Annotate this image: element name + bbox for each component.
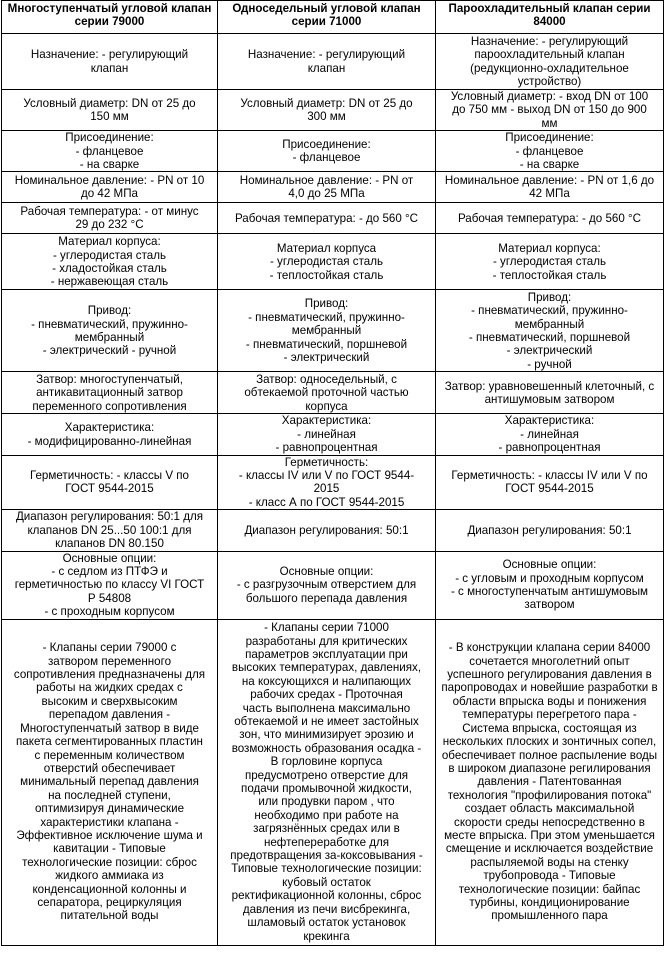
- cell-line: предотвращения за-коксовывания -: [230, 849, 423, 863]
- cell-line: - хладостойкая сталь: [52, 261, 167, 275]
- cell-line: большого перепада давления: [245, 591, 408, 605]
- cell-purpose-series-84000: [436, 34, 664, 90]
- cell-line: Материал корпуса: [276, 241, 377, 255]
- cell-line: - фланцевое: [292, 151, 361, 165]
- cell-line: - В конструкции клапана серии 84000: [448, 641, 651, 655]
- cell-line: Затвор: односедельный, с: [256, 372, 397, 386]
- cell-line: обтекаемой и не имеет застойных: [234, 715, 419, 728]
- cell-line: - с многоступенчатым антишумовым: [450, 585, 649, 599]
- cell-line: Условный диаметр: - вход DN от 100: [450, 90, 649, 103]
- cell-line: - пневматический, пружинно-: [248, 310, 405, 324]
- cell-characteristic-series-84000: [436, 414, 664, 455]
- cell-line: Диапазон регулирования: 50:1: [244, 523, 409, 537]
- cell-line: Назначение: - регулирующий: [30, 48, 189, 62]
- cell-purpose-series-79000: [2, 34, 218, 90]
- cell-line: технологические позиции: байпас: [458, 882, 641, 896]
- cell-line: высоким и сверхвысоким: [41, 694, 178, 708]
- cell-line: загрязнённых средах или в: [253, 822, 400, 836]
- cell-line: Рабочая температура: - до 560 °C: [457, 211, 642, 225]
- cell-line: предусмотрено отверстие для: [244, 768, 409, 782]
- cell-line: - линейная: [297, 427, 356, 441]
- row-actuator: [2, 290, 664, 372]
- cell-line: - электрический - ручной: [42, 344, 177, 358]
- cell-line: Присоединение:: [505, 131, 594, 145]
- cell-trim-series-84000: [436, 372, 664, 414]
- cell-line: ректификационной колонны, сброс: [231, 889, 422, 903]
- row-main-options: [2, 551, 664, 619]
- cell-rangeability-series-84000: [436, 510, 664, 551]
- cell-line: пакета сегментированных пластин: [16, 735, 203, 749]
- cell-line: Герметичность:: [284, 455, 369, 469]
- cell-line: мембранный: [291, 324, 362, 338]
- cell-line: - углеродистая сталь: [52, 248, 167, 262]
- cell-line: Р 54808: [87, 591, 132, 605]
- cell-line: месте впрыска. При этом уменьшается: [444, 828, 655, 842]
- cell-line: Рабочая температура: - от минус: [20, 205, 199, 219]
- cell-line: - ручной: [527, 357, 572, 371]
- cell-line: - пневматический, поршневой: [468, 330, 631, 344]
- cell-line: переменного сопротивления: [32, 399, 187, 413]
- cell-line: давления - Патентованная: [477, 775, 622, 789]
- row-tightness: [2, 455, 664, 510]
- cell-line: ГОСТ 9544-2015: [505, 482, 594, 496]
- cell-line: зон, что минимизирует эрозию и: [239, 728, 414, 742]
- cell-line: Основные опции:: [279, 564, 374, 578]
- cell-line: сочетается многолетний опыт: [469, 654, 630, 668]
- cell-line: распыляемой воды на стенку: [470, 855, 629, 869]
- cell-line: - теплостойкая сталь: [269, 268, 384, 282]
- cell-tightness-series-84000: [436, 455, 664, 510]
- cell-line: перепадом давления -: [48, 708, 171, 722]
- cell-line: - линейная: [520, 427, 579, 441]
- cell-line: антишумовым затвором: [484, 392, 615, 406]
- cell-line: до 750 мм - выход DN от 150 до 900: [452, 103, 647, 117]
- cell-line: кубовый остаток: [282, 875, 371, 889]
- cell-main-options-series-79000: [2, 551, 218, 619]
- cell-line: на последней ступени,: [48, 788, 171, 802]
- header-series-79000: Многоступенчатый угловой клапан серии 79000: [2, 1, 218, 34]
- cell-line: Присоединение:: [282, 137, 371, 151]
- cell-line: Номинальное давление: - PN от: [239, 174, 414, 188]
- cell-line: области впрыска воды и понижения: [452, 694, 647, 708]
- cell-line: - пневматический, пружинно-: [31, 317, 188, 331]
- cell-line: Материал корпуса:: [498, 241, 601, 255]
- cell-line: 42 МПа: [529, 187, 570, 201]
- cell-line: создает область максимальной: [464, 802, 635, 816]
- cell-line: нескольких плоских и зонтичных сопел,: [442, 735, 657, 749]
- cell-description-series-84000: [436, 619, 664, 945]
- cell-body-material-series-79000: [2, 234, 218, 290]
- valve-comparison-table: [1, 0, 664, 946]
- cell-line: минимальный перепад давления: [20, 775, 199, 789]
- cell-purpose-series-71000: [218, 34, 436, 90]
- cell-line: Основные опции:: [62, 551, 157, 565]
- cell-line: работы на жидких средах с: [36, 681, 183, 695]
- cell-line: подачи промывочной жидкости,: [241, 782, 412, 796]
- cell-line: Диапазон регулирования: 50:1 для: [15, 510, 204, 524]
- cell-rangeability-series-79000: [2, 510, 218, 551]
- cell-line: оптимизируя динамические: [34, 802, 185, 816]
- cell-line: необходимо при работе на: [254, 808, 399, 822]
- row-description: [2, 619, 664, 945]
- cell-connection-series-79000: [2, 131, 218, 172]
- cell-line: Рабочая температура: - до 560 °C: [234, 211, 419, 225]
- cell-line: питательной воды: [60, 909, 159, 923]
- cell-nominal-diameter-series-84000: [436, 90, 664, 131]
- cell-line: Привод:: [527, 290, 572, 304]
- cell-line: - пневматический, поршневой: [245, 337, 408, 351]
- cell-line: Характеристика:: [64, 421, 155, 435]
- cell-description-series-79000: [2, 619, 218, 945]
- cell-line: давления из печи висбрекинга,: [242, 902, 411, 916]
- row-purpose: [2, 34, 664, 90]
- cell-line: - равнопроцентная: [498, 441, 601, 455]
- cell-line: мембранный: [514, 317, 585, 331]
- cell-line: Условный диаметр: DN от 25 до: [240, 96, 413, 110]
- cell-line: отверстий обеспечивает: [43, 761, 176, 775]
- cell-line: - углеродистая сталь: [492, 255, 607, 269]
- cell-line: затвором переменного: [47, 654, 172, 668]
- cell-nominal-pressure-series-84000: [436, 172, 664, 203]
- cell-line: клапанов DN 25...50 100:1 для: [27, 523, 192, 537]
- cell-rangeability-series-71000: [218, 510, 436, 551]
- cell-line: трубопровода - Типовые: [483, 869, 616, 883]
- cell-tightness-series-79000: [2, 455, 218, 510]
- cell-line: температуры перегретого пара -: [462, 708, 637, 722]
- cell-line: Затвор: уравновешенный клеточный, с: [444, 379, 655, 393]
- cell-line: - на сварке: [79, 158, 140, 172]
- cell-line: Характеристика:: [504, 414, 595, 428]
- cell-line: шламовый остаток установок: [247, 916, 406, 930]
- cell-line: - нержавеющая сталь: [50, 275, 169, 289]
- cell-line: 2015: [313, 482, 340, 496]
- cell-line: с переменным количеством: [34, 748, 185, 762]
- cell-line: - с седлом из ПТФЭ и: [51, 564, 168, 578]
- row-characteristic: [2, 414, 664, 455]
- cell-line: Герметичность: - классы V по: [29, 469, 190, 483]
- cell-line: обеспечивает полное распыление воды: [441, 748, 658, 762]
- cell-line: Основные опции:: [502, 558, 597, 572]
- cell-line: Характеристика:: [281, 414, 372, 428]
- cell-line: на коксующихся и налипающих: [241, 674, 412, 688]
- row-nominal-pressure: [2, 172, 664, 203]
- cell-line: - теплостойкая сталь: [492, 268, 607, 282]
- header-series-84000: Пароохладительный клапан серии 84000: [436, 1, 664, 34]
- cell-line: устройство): [517, 74, 582, 88]
- cell-line: 150 мм: [90, 110, 129, 124]
- cell-operating-temperature-series-79000: [2, 203, 218, 234]
- row-rangeability: [2, 510, 664, 551]
- cell-main-options-series-71000: [218, 551, 436, 619]
- cell-line: разработаны для критических: [245, 634, 408, 648]
- cell-line: - с разгрузочным отверстием для: [236, 578, 417, 592]
- cell-line: - класс А по ГОСТ 9544-2015: [248, 495, 405, 509]
- cell-line: клапан: [307, 61, 346, 75]
- cell-nominal-diameter-series-79000: [2, 90, 218, 131]
- cell-nominal-diameter-series-71000: [218, 90, 436, 131]
- cell-line: кавитации - Типовые: [53, 842, 166, 856]
- cell-line: мембранный: [74, 330, 145, 344]
- cell-line: - равнопроцентная: [275, 441, 378, 455]
- cell-line: 300 мм: [307, 110, 346, 124]
- cell-line: Условный диаметр: DN от 25 до: [23, 96, 196, 110]
- cell-line: крекинга: [303, 929, 350, 943]
- cell-description-series-71000: [218, 619, 436, 945]
- cell-line: паропроводах и новейшие разработки в: [441, 681, 658, 695]
- cell-line: Номинальное давление: - PN от 1,6 до: [444, 174, 655, 188]
- cell-characteristic-series-79000: [2, 414, 218, 455]
- cell-line: корпуса: [305, 399, 348, 413]
- cell-line: - классы IV или V по ГОСТ 9544-: [238, 469, 415, 483]
- cell-connection-series-71000: [218, 131, 436, 172]
- cell-line: 4,0 до 25 МПа: [288, 187, 365, 201]
- cell-line: Герметичность: - классы IV или V по: [451, 469, 648, 483]
- cell-line: или продувки паром , что: [258, 795, 395, 809]
- header-series-71000: Односедельный угловой клапан серии 71000: [218, 1, 436, 34]
- cell-line: пароохладительный клапан: [474, 48, 625, 62]
- cell-line: технологические позиции: сброс: [22, 855, 197, 869]
- cell-operating-temperature-series-71000: [218, 203, 436, 234]
- cell-line: конденсационной колонны и: [32, 882, 187, 896]
- cell-line: успешного регулирования давления в: [447, 668, 652, 682]
- cell-line: жидкого аммиака из: [55, 869, 164, 883]
- cell-line: Присоединение:: [65, 131, 154, 145]
- cell-line: часть выполнена максимально: [242, 701, 411, 715]
- cell-line: до 42 МПа: [81, 187, 138, 201]
- cell-line: обтекаемой проточной частью: [244, 386, 409, 400]
- cell-line: характеристики клапана -: [40, 815, 179, 829]
- cell-trim-series-71000: [218, 372, 436, 414]
- cell-line: сепаратора, рециркуляция: [37, 895, 182, 909]
- row-body-material: [2, 234, 664, 290]
- cell-line: (редукционно-охладительное: [470, 61, 629, 75]
- cell-line: в широком диапазоне регилирования: [448, 761, 651, 775]
- cell-line: - фланцевое: [515, 144, 584, 158]
- cell-line: В горловине корпуса: [270, 755, 383, 769]
- cell-line: Материал корпуса:: [58, 235, 161, 249]
- cell-line: - с угловым и проходным корпусом: [455, 571, 644, 585]
- cell-actuator-series-71000: [218, 290, 436, 372]
- cell-line: Привод:: [304, 297, 349, 311]
- cell-line: Затвор: многоступенчатый,: [36, 372, 183, 386]
- row-connection: [2, 131, 664, 172]
- cell-line: - фланцевое: [75, 144, 144, 158]
- cell-line: Назначение: - регулирующий: [470, 34, 629, 48]
- cell-line: - с проходным корпусом: [44, 605, 175, 619]
- row-nominal-diameter: [2, 90, 664, 131]
- cell-line: Эффективное исключение шума и: [16, 828, 203, 842]
- cell-line: - модифицированно-линейная: [27, 434, 192, 448]
- cell-line: Типовые технологические позиции:: [231, 862, 422, 876]
- cell-main-options-series-84000: [436, 551, 664, 619]
- cell-nominal-pressure-series-71000: [218, 172, 436, 203]
- cell-line: ГОСТ 9544-2015: [65, 482, 154, 496]
- cell-line: Назначение: - регулирующий: [247, 48, 406, 62]
- cell-line: клапанов DN 80.150: [55, 537, 164, 551]
- cell-connection-series-84000: [436, 131, 664, 172]
- cell-line: скорости среды непосредственно в: [454, 815, 645, 829]
- cell-line: Номинальное давление: - PN от 10: [14, 174, 205, 188]
- cell-line: - углеродистая сталь: [269, 255, 384, 269]
- cell-nominal-pressure-series-79000: [2, 172, 218, 203]
- cell-line: Диапазон регулирования: 50:1: [467, 523, 632, 537]
- cell-line: промышленного пара: [491, 909, 608, 923]
- cell-line: Привод:: [87, 304, 132, 318]
- cell-line: параметров эксплуатации при: [245, 647, 408, 661]
- cell-line: нефтепереработке для: [263, 835, 390, 849]
- cell-trim-series-79000: [2, 372, 218, 414]
- cell-line: мм: [541, 116, 558, 130]
- cell-line: - электрический: [283, 351, 370, 365]
- cell-line: клапан: [90, 61, 129, 75]
- cell-line: 29 до 232 °C: [75, 218, 144, 232]
- row-operating-temperature: [2, 203, 664, 234]
- cell-line: технология "профилирования потока": [447, 788, 652, 802]
- cell-line: герметичностью по классу VI ГОСТ: [14, 578, 205, 592]
- cell-line: - электрический: [506, 344, 593, 358]
- cell-line: возможность образования осадка -: [231, 741, 422, 755]
- cell-actuator-series-84000: [436, 290, 664, 372]
- row-trim: [2, 372, 664, 414]
- cell-line: затвором: [524, 598, 575, 612]
- cell-body-material-series-84000: [436, 234, 664, 290]
- cell-line: турбины, кондиционирование: [469, 895, 630, 909]
- cell-line: смещение и исключается воздействие: [445, 842, 654, 856]
- cell-line: Система впрыска, состоящая из: [462, 721, 637, 735]
- header-row: [2, 1, 664, 34]
- cell-line: высоких температурах, давлениях,: [231, 661, 422, 675]
- cell-line: - Клапаны серии 71000: [264, 621, 389, 635]
- cell-line: - пневматический, пружинно-: [471, 304, 628, 318]
- cell-body-material-series-71000: [218, 234, 436, 290]
- cell-line: - Клапаны серии 79000 с: [42, 641, 177, 655]
- cell-actuator-series-79000: [2, 290, 218, 372]
- cell-line: рабочих средах - Проточная: [250, 688, 403, 702]
- cell-tightness-series-71000: [218, 455, 436, 510]
- cell-operating-temperature-series-84000: [436, 203, 664, 234]
- cell-line: антикавитационный затвор: [36, 386, 183, 400]
- cell-line: Многоступенчатый затвор в виде: [20, 721, 199, 735]
- cell-line: - на сварке: [519, 158, 580, 172]
- cell-line: сопротивления предназначены для: [13, 668, 206, 682]
- cell-characteristic-series-71000: [218, 414, 436, 455]
